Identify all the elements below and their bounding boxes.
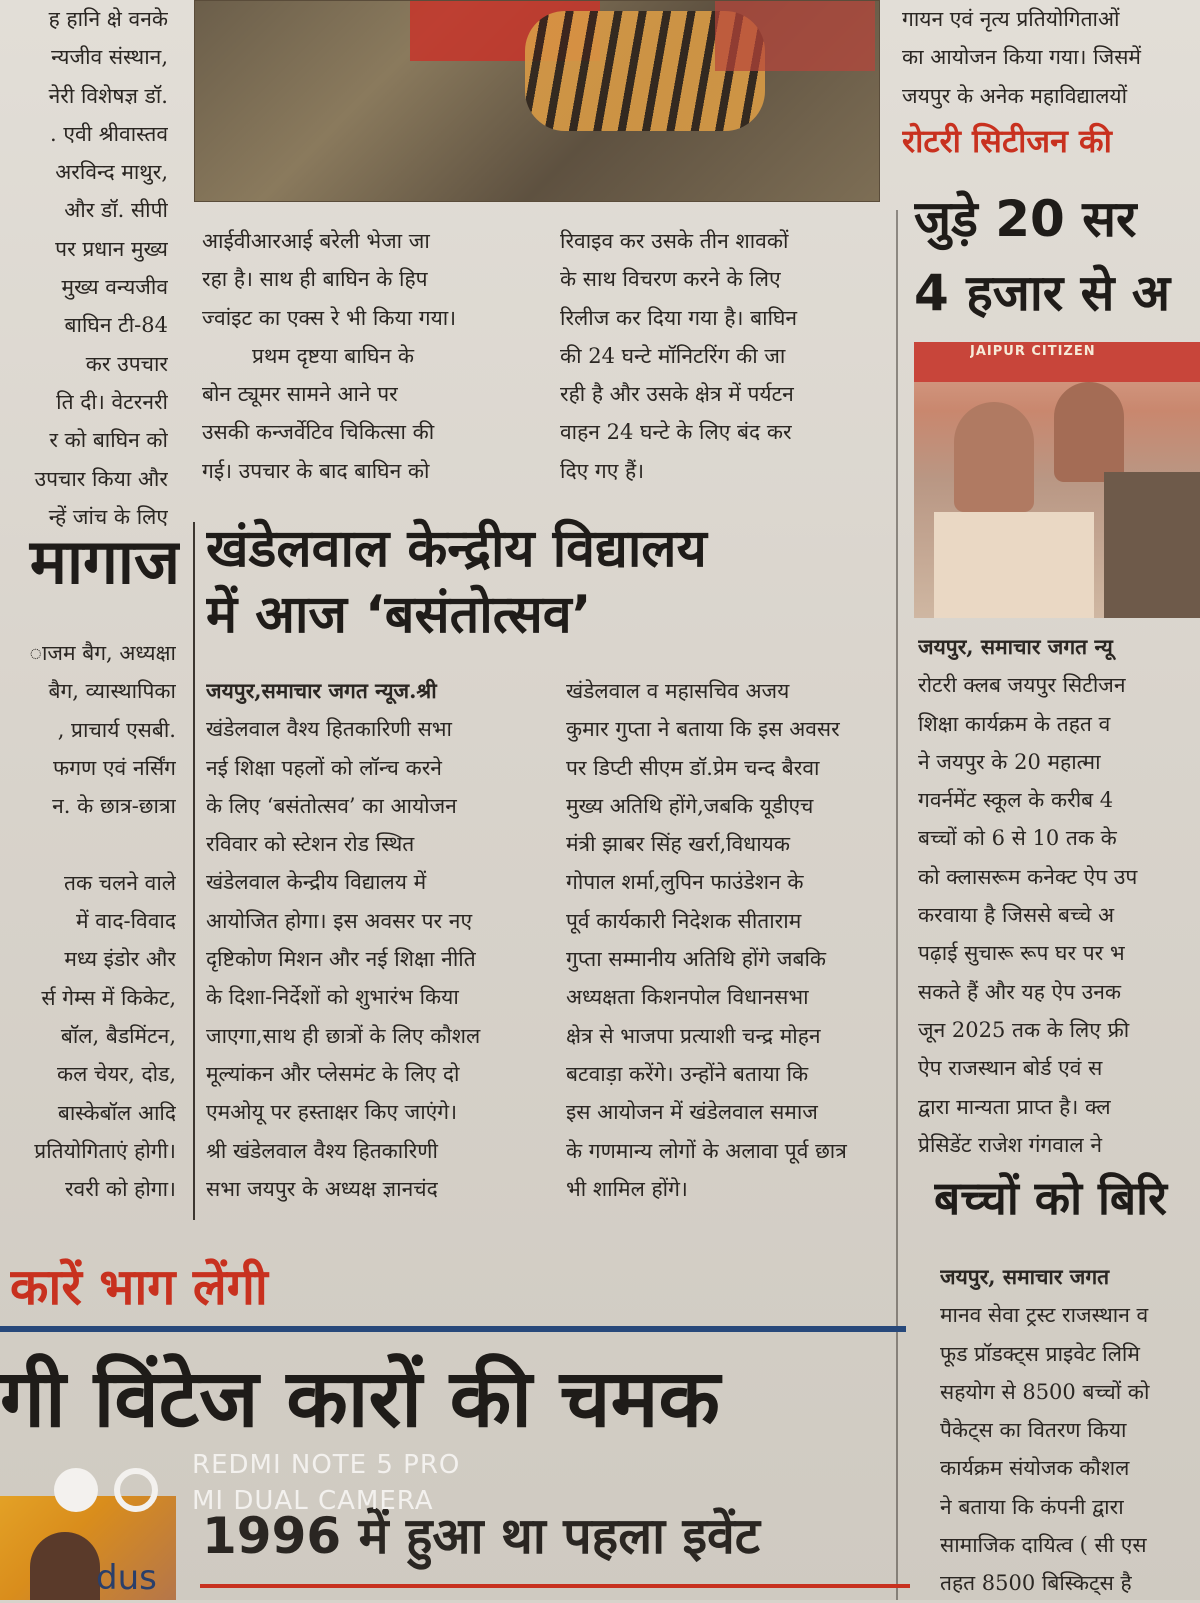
text-line: क्षेत्र से भाजपा प्रत्याशी चन्द्र मोहन — [566, 1023, 821, 1048]
text-line: ति दी। वेटरनरी — [56, 389, 168, 414]
text-line: सहयोग से 8500 बच्चों को — [940, 1379, 1150, 1404]
text-line: मुख्य अतिथि होंगे,जबकि यूडीएच — [566, 793, 814, 818]
text-line: में वाद-विवाद — [76, 909, 176, 934]
text-line: पूर्व कार्यकारी निदेशक सीताराम — [566, 908, 802, 933]
main-headline — [206, 516, 886, 648]
text-line: पर डिप्टी सीएम डॉ.प्रेम चन्द बैरवा — [566, 755, 820, 780]
text-line: रविवार को स्टेशन रोड स्थित — [206, 832, 415, 857]
text-line: जयपुर, समाचार जगत न्यू — [918, 634, 1113, 659]
text-line: को क्लासरूम कनेक्ट ऐप उप — [918, 864, 1138, 889]
tiger-story-column-3 — [560, 222, 890, 490]
text-line: गायन एवं नृत्य प्रतियोगिताओं — [902, 7, 1120, 31]
text-line: गुप्ता सम्मानीय अतिथि होंगे जबकि — [566, 947, 827, 972]
text-line: बॉल, बैडमिंटन, — [60, 1023, 176, 1048]
text-line: बोन ट्यूमर सामने आने पर — [202, 382, 398, 407]
watermark-dot-outline — [114, 1468, 158, 1512]
text-line: बास्केबॉल आदि — [57, 1100, 176, 1125]
text-line: कार्यक्रम संयोजक कौशल — [940, 1456, 1130, 1481]
text-line: नेरी विशेषज्ञ डॉ. — [48, 83, 168, 108]
tiger-story-column-2 — [202, 222, 532, 490]
bottom-red-rule — [200, 1584, 910, 1588]
tiger-photo — [194, 0, 880, 202]
text-line: सकते हैं और यह ऐप उनक — [918, 979, 1122, 1004]
text-line: प्रतियोगिताएं होगी। — [34, 1138, 176, 1163]
text-line: के गणमान्य लोगों के अलावा पूर्व छात्र — [566, 1138, 847, 1163]
text-line: पढ़ाई सुचारू रूप घर पर भ — [918, 941, 1125, 966]
text-line: न्हें जांच के लिए — [48, 504, 168, 529]
text-line: रवरी को होगा। — [64, 1177, 176, 1202]
text-line: खंडेलवाल वैश्य हितकारिणी सभा — [206, 717, 452, 742]
text-line: प्रथम दृष्टया बाघिन के — [252, 343, 415, 368]
text-line: इस आयोजन में खंडेलवाल समाज — [566, 1100, 818, 1125]
text-line: शिक्षा कार्यक्रम के तहत व — [918, 711, 1111, 736]
right-top-fragment — [902, 0, 1200, 115]
text-line: गवर्नमेंट स्कूल के करीब 4 — [918, 788, 1114, 813]
text-line: र को बाघिन को — [49, 428, 168, 453]
text-line: रोटरी क्लब जयपुर सिटीजन — [918, 673, 1126, 698]
text-line: मूल्यांकन और प्लेसमंट के लिए दो — [206, 1061, 460, 1086]
bottom-blue-rule — [0, 1326, 906, 1332]
text-line: उसकी कन्जर्वेटिव चिकित्सा की — [202, 420, 435, 445]
text-line: जयपुर,समाचार जगत न्यूज.श्री — [206, 678, 437, 703]
text-line: फूड प्रॉडक्ट्स प्राइवेट लिमि — [940, 1341, 1140, 1366]
text-line: बैग, व्यास्थापिका — [48, 679, 176, 704]
text-line: भी शामिल होंगे। — [566, 1176, 688, 1201]
text-line: के दिशा-निर्देशों को शुभारंभ किया — [206, 985, 459, 1010]
left-story-column — [0, 634, 176, 1208]
text-line: अध्यक्षता किशनपोल विधानसभा — [566, 985, 809, 1010]
text-line: तक चलने वाले — [63, 870, 176, 895]
text-line: श्री खंडेलवाल वैश्य हितकारिणी — [206, 1138, 438, 1163]
text-line: जून 2025 तक के लिए फ्री — [918, 1017, 1130, 1042]
text-line: एमओयू पर हस्ताक्षर किए जाएंगे। — [206, 1100, 458, 1125]
text-line: दिए गए हैं। — [560, 458, 645, 483]
text-line: बटवाड़ा करेंगे। उन्होंने बताया कि — [566, 1061, 809, 1086]
watermark-dot-filled — [54, 1468, 98, 1512]
text-line: जयपुर, समाचार जगत — [940, 1264, 1110, 1289]
text-line: ने जयपुर के 20 महात्मा — [918, 749, 1101, 774]
right-story-column — [918, 628, 1200, 1164]
photo-banner-text: JAIPUR CITIZEN — [970, 344, 1096, 359]
main-headline-line-1: खंडेलवाल केन्द्रीय विद्यालय — [206, 519, 707, 579]
main-story-column-1 — [206, 672, 538, 1208]
text-line: फगण एवं नर्सिंग — [53, 755, 176, 780]
text-line: दृष्टिकोण मिशन और नई शिक्षा नीति — [206, 947, 476, 972]
bottom-person-photo — [0, 1496, 176, 1600]
text-line: . एवी श्रीवास्तव — [50, 121, 168, 146]
text-line: उपचार किया और — [34, 466, 168, 491]
text-line: और डॉ. सीपी — [64, 198, 168, 223]
text-line: अरविन्द माथुर, — [55, 160, 168, 185]
text-line: की 24 घन्टे मॉनिटरिंग की जा — [560, 343, 786, 368]
text-line: रिवाइव कर उसके तीन शावकों — [560, 229, 789, 253]
text-line: जाएगा,साथ ही छात्रों के लिए कौशल — [206, 1023, 481, 1048]
text-line: जयपुर के अनेक महाविद्यालयों — [902, 83, 1128, 108]
text-line: आईवीआरआई बरेली भेजा जा — [202, 229, 430, 253]
text-line: आयोजित होगा। इस अवसर पर नए — [206, 908, 473, 933]
text-line — [0, 825, 176, 863]
text-line: सामाजिक दायित्व ( सी एस — [940, 1533, 1147, 1558]
text-line: ज्वांइट का एक्स रे भी किया गया। — [202, 305, 457, 330]
text-line: के साथ विचरण करने के लिए — [560, 267, 781, 292]
right-headline-line-1: जुड़े 20 सर — [914, 190, 1137, 248]
left-headline-fragment: मागाज — [29, 525, 180, 598]
text-line: नई शिक्षा पहलों को लॉन्च करने — [206, 755, 442, 780]
text-line: खंडेलवाल व महासचिव अजय — [566, 679, 790, 703]
watermark-line-1: REDMI NOTE 5 PRO — [192, 1450, 461, 1480]
text-line: रही है और उसके क्षेत्र में पर्यटन — [560, 382, 794, 407]
text-line: ाजम बैग, अध्यक्षा — [29, 641, 176, 665]
text-line: कुमार गुप्ता ने बताया कि इस अवसर — [566, 717, 840, 742]
text-line: मंत्री झाबर सिंह खर्रा,विधायक — [566, 832, 790, 857]
text-line: करवाया है जिससे बच्चे अ — [918, 903, 1115, 928]
bottom-red-kicker: कारें भाग लेंगी — [10, 1258, 268, 1316]
watermark-line-2: MI DUAL CAMERA — [192, 1486, 434, 1516]
column-rule — [193, 522, 195, 1220]
text-line: रहा है। साथ ही बाघिन के हिप — [202, 267, 428, 292]
bottom-subheadline: 1996 में हुआ था पहला इवेंट — [202, 1507, 760, 1565]
right-headline-2: बच्चों को बिरि — [934, 1171, 1167, 1225]
right-headline-line-2: 4 हजार से अ — [914, 264, 1171, 322]
text-line: बच्चों को 6 से 10 तक के — [918, 826, 1117, 851]
rotary-event-photo — [914, 342, 1200, 618]
text-line: ऐप राजस्थान बोर्ड एवं स — [918, 1056, 1103, 1081]
right-story-2-column — [940, 1258, 1200, 1603]
text-line: बाघिन टी-84 — [64, 313, 168, 338]
text-line: ह हानि क्षे वनके — [48, 7, 168, 31]
text-line: खंडेलवाल केन्द्रीय विद्यालय में — [206, 870, 427, 895]
text-line: न्यजीव संस्थान, — [51, 45, 168, 70]
photo-caption: dus — [96, 1558, 157, 1598]
text-line: कल चेयर, दोड, — [57, 1062, 176, 1087]
text-line: , प्राचार्य एसबी. — [57, 717, 176, 742]
text-line: वाहन 24 घन्टे के लिए बंद कर — [560, 420, 792, 445]
text-line: र्स गेम्स में किकेट, — [41, 985, 176, 1010]
left-fragment-column — [0, 0, 168, 536]
main-headline-line-2: में आज ‘बसंतोत्सव’ — [206, 585, 592, 645]
text-line: द्वारा मान्यता प्राप्त है। क्ल — [918, 1094, 1111, 1119]
text-line: न. के छात्र-छात्रा — [52, 794, 176, 819]
text-line: मानव सेवा ट्रस्ट राजस्थान व — [940, 1303, 1149, 1328]
bottom-headline: गी विंटेज कारों की चमक — [0, 1352, 720, 1445]
text-line: सभा जयपुर के अध्यक्ष ज्ञानचंद — [206, 1176, 438, 1201]
main-story-column-2 — [566, 672, 896, 1208]
text-line: पर प्रधान मुख्य — [55, 236, 168, 261]
text-line: मुख्य वन्यजीव — [61, 275, 168, 300]
right-headline — [914, 182, 1200, 330]
text-line: पैकेट्स का वितरण किया — [940, 1418, 1127, 1443]
text-line: के लिए ‘बसंतोत्सव’ का आयोजन — [206, 793, 457, 818]
text-line: मध्य इंडोर और — [64, 947, 176, 972]
text-line: गोपाल शर्मा,लुपिन फाउंडेशन के — [566, 870, 804, 895]
text-line: प्रेसिडेंट राजेश गंगवाल ने — [918, 1132, 1102, 1157]
text-line: रिलीज कर दिया गया है। बाघिन — [560, 305, 798, 330]
right-red-kicker: रोटरी सिटीजन की — [902, 122, 1112, 160]
text-line: का आयोजन किया गया। जिसमें — [902, 45, 1141, 70]
text-line: तहत 8500 बिस्किट्स है — [940, 1571, 1132, 1596]
text-line: कर उपचार — [85, 351, 168, 376]
text-line: ने बताया कि कंपनी द्वारा — [940, 1494, 1124, 1519]
text-line: गई। उपचार के बाद बाघिन को — [202, 458, 430, 483]
